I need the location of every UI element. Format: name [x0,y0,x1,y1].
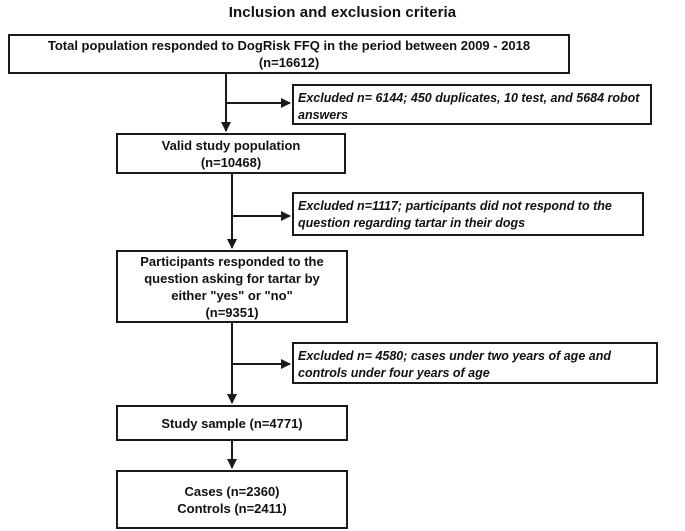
box-total-population-line1: Total population responded to DogRisk FFQ in the period between 2009 - 2018 [47,38,531,53]
box-responded-line3: either "yes" or "no" [171,287,293,303]
box-responded-count: (n=9351) [205,304,259,320]
box-excluded-1 [292,84,652,125]
box-valid-population-line1: Valid study population [161,137,301,153]
box-excluded-2 [292,192,644,236]
box-cases-controls [116,470,348,529]
diagram-title: Inclusion and exclusion criteria [228,4,457,21]
box-total-population [8,34,570,74]
box-excluded-1-text: Excluded n= 6144; 450 duplicates, 10 test, and 5684 robot answers [298,91,640,122]
box-total-population-count: (n=16612) [258,55,320,70]
box-responded [116,250,348,323]
box-study-sample [116,405,348,441]
box-valid-population-count: (n=10468) [200,154,262,170]
box-excluded-3-text: Excluded n= 4580; cases under two years of age and controls under four years of age [298,349,611,380]
box-excluded-2-text: Excluded n=1117; participants did not respond to the question regarding tartar in their dogs [298,199,612,230]
box-controls-count: Controls (n=2411) [177,500,287,516]
box-study-sample-line1: Study sample (n=4771) [161,415,303,431]
box-excluded-3 [292,342,658,384]
box-cases-count: Cases (n=2360) [184,483,280,499]
box-responded-line2: question asking for tartar by [144,270,320,286]
box-responded-line1: Participants responded to the [140,253,324,269]
box-valid-population [116,133,346,174]
